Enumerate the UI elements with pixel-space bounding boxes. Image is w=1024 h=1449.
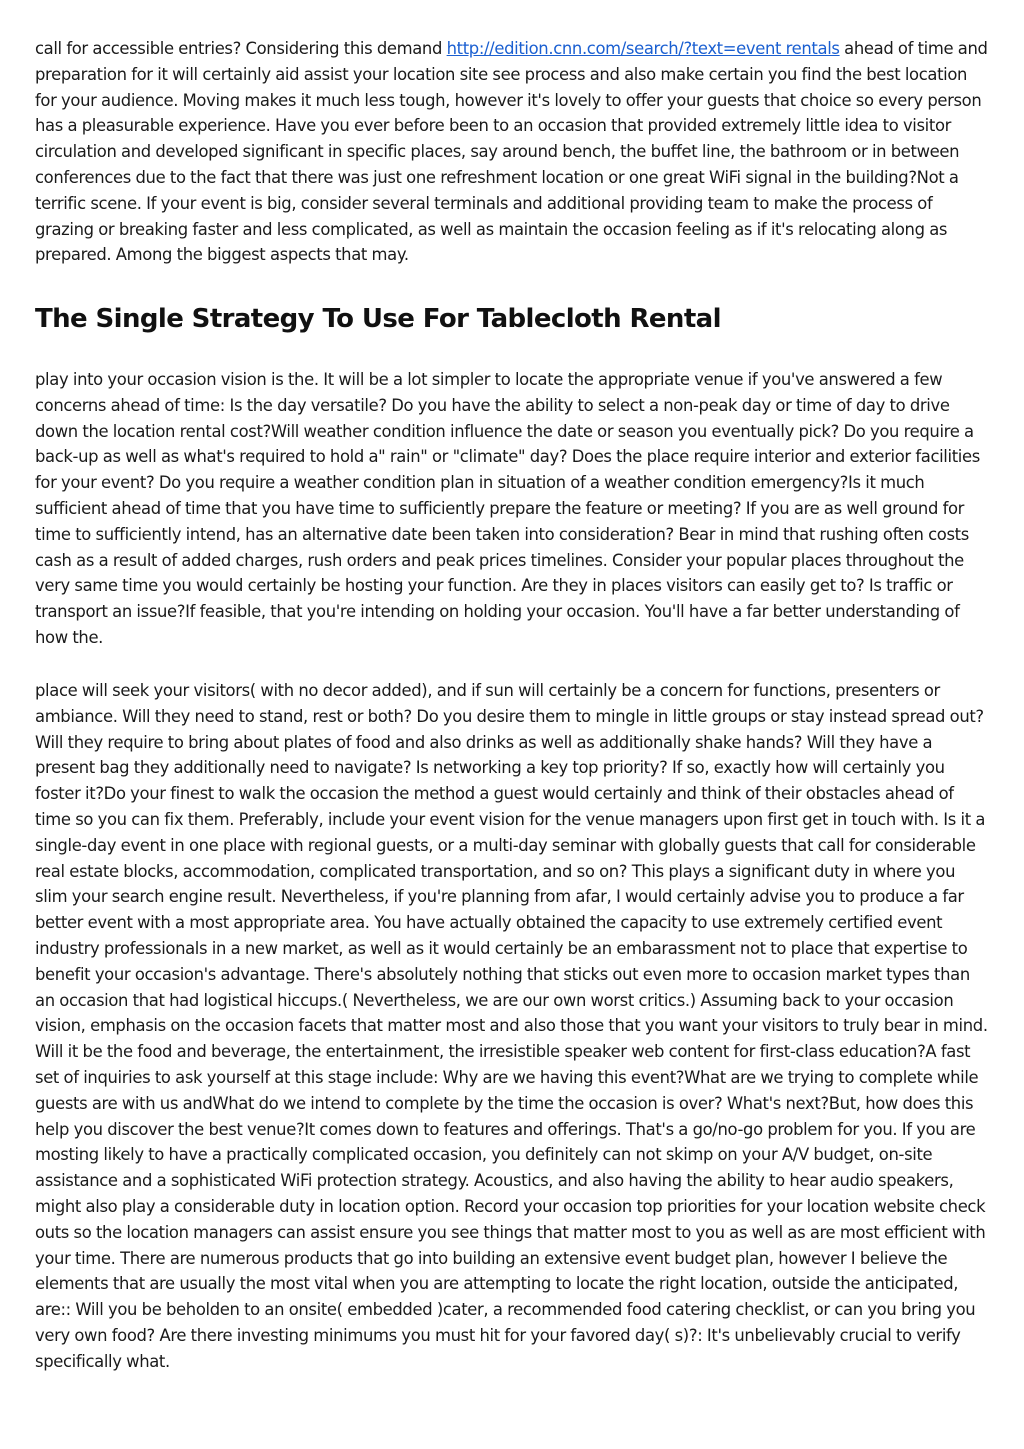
paragraph-intro-text-after: ahead of time and preparation for it will certainly aid assist your location site see process and also make certain you find the best location for your audience. Moving makes it much less tough, however it's lovely to offer your guests that choice so every person has a pleasurable experience. Have you ever before been to an occasion that provided extremely little idea to visitor circulation and developed significant in specific places, say around bench, the buffet line, the bathroom or in between conferences due to the fact that there was just one refreshment location or one great WiFi signal in the building?Not a terrific scene. If your event is big, consider several terminals and additional providing team to make the process of grazing or breaking faster and less complicated, as well as maintain the occasion feeling as if it's relocating along as prepared. Among the biggest aspects that may.: [35, 39, 988, 265]
document-page: [35, 36, 991, 1371]
paragraph-intro: [35, 36, 991, 268]
paragraph-venue-planning: place will seek your visitors( with no decor added), and if sun will certainly be a concern for functions, presenters or ambiance. Will they need to stand, rest or both? Do you desire them to mingle in little groups or stay instead spread out? Will they require to bring about plates of food and also drinks as well as additionally shake hands? Will they have a present bag they additionally need to navigate? Is networking a key top priority? If so, exactly how will certainly you foster it?Do your finest to walk the occasion the method a guest would certainly and think of their obstacles ahead of time so you can fix them. Preferably, include your event vision for the venue managers upon first get in touch with. Is it a single-day event in one place with regional guests, or a multi-day seminar with globally guests that call for considerable real estate blocks, accommodation, complicated transportation, and so on? This plays a significant duty in where you slim your search engine result. Nevertheless, if you're planning from afar, I would certainly advise you to produce a far better event with a most appropriate area. You have actually obtained the capacity to use extremely certified event industry professionals in a new market, as well as it would certainly be an embarassment not to place that expertise to benefit your occasion's advantage. There's absolutely nothing that sticks out even more to occasion market types than an occasion that had logistical hiccups.( Nevertheless, we are our own worst critics.) Assuming back to your occasion vision, emphasis on the occasion facets that matter most and also those that you want your visitors to truly bear in mind. Will it be the food and beverage, the entertainment, the irresistible speaker web content for first-class education?A fast set of inquiries to ask yourself at this stage include: Why are we having this event?What are we trying to complete while guests are with us andWhat do we intend to complete by the time the occasion is over? What's next?But, how does this help you discover the best venue?It comes down to features and offerings. That's a go/no-go problem for you. If you are mosting likely to have a practically complicated occasion, you definitely can not skimp on your A/V budget, on-site assistance and a sophisticated WiFi protection strategy. Acoustics, and also having the ability to hear audio speakers, might also play a considerable duty in location option. Record your occasion top priorities for your location website check outs so the location managers can assist ensure you see things that matter most to you as well as are most efficient with your time. There are numerous products that go into building an extensive event budget plan, however I believe the elements that are usually the most vital when you are attempting to locate the right location, outside the anticipated, are:: Will you be beholden to an onsite( embedded )cater, a recommended food catering checklist, or can you bring you very own food? Are there investing minimums you must hit for your favored day( s)?: It's unbelievably crucial to verify specifically what.: [35, 681, 988, 1371]
section-heading: The Single Strategy To Use For Tablecloth Rental: [35, 304, 721, 334]
paragraph-intro-text-before: call for accessible entries? Considering this demand: [35, 39, 447, 58]
cnn-search-link[interactable]: http://edition.cnn.com/search/?text=event rentals: [446, 39, 840, 58]
paragraph-venue-questions: play into your occasion vision is the. It will be a lot simpler to locate the appropriate venue if you've answered a few concerns ahead of time: Is the day versatile? Do you have the ability to select a non-peak day or time of day to drive down the location rental cost?Will weather condition influence the date or season you eventually pick? Do you require a back-up as well as what's required to hold a" rain" or "climate" day? Does the place require interior and exterior facilities for your event? Do you require a weather condition plan in situation of a weather condition emergency?Is it much sufficient ahead of time that you have time to sufficiently prepare the feature or meeting? If you are as well ground for time to sufficiently intend, has an alternative date been taken into consideration? Bear in mind that rushing often costs cash as a result of added charges, rush orders and peak prices timelines. Consider your popular places throughout the very same time you would certainly be hosting your function. Are they in places visitors can easily get to? Is traffic or transport an issue?If feasible, that you're intending on holding your occasion. You'll have a far better understanding of how the.: [35, 370, 980, 647]
